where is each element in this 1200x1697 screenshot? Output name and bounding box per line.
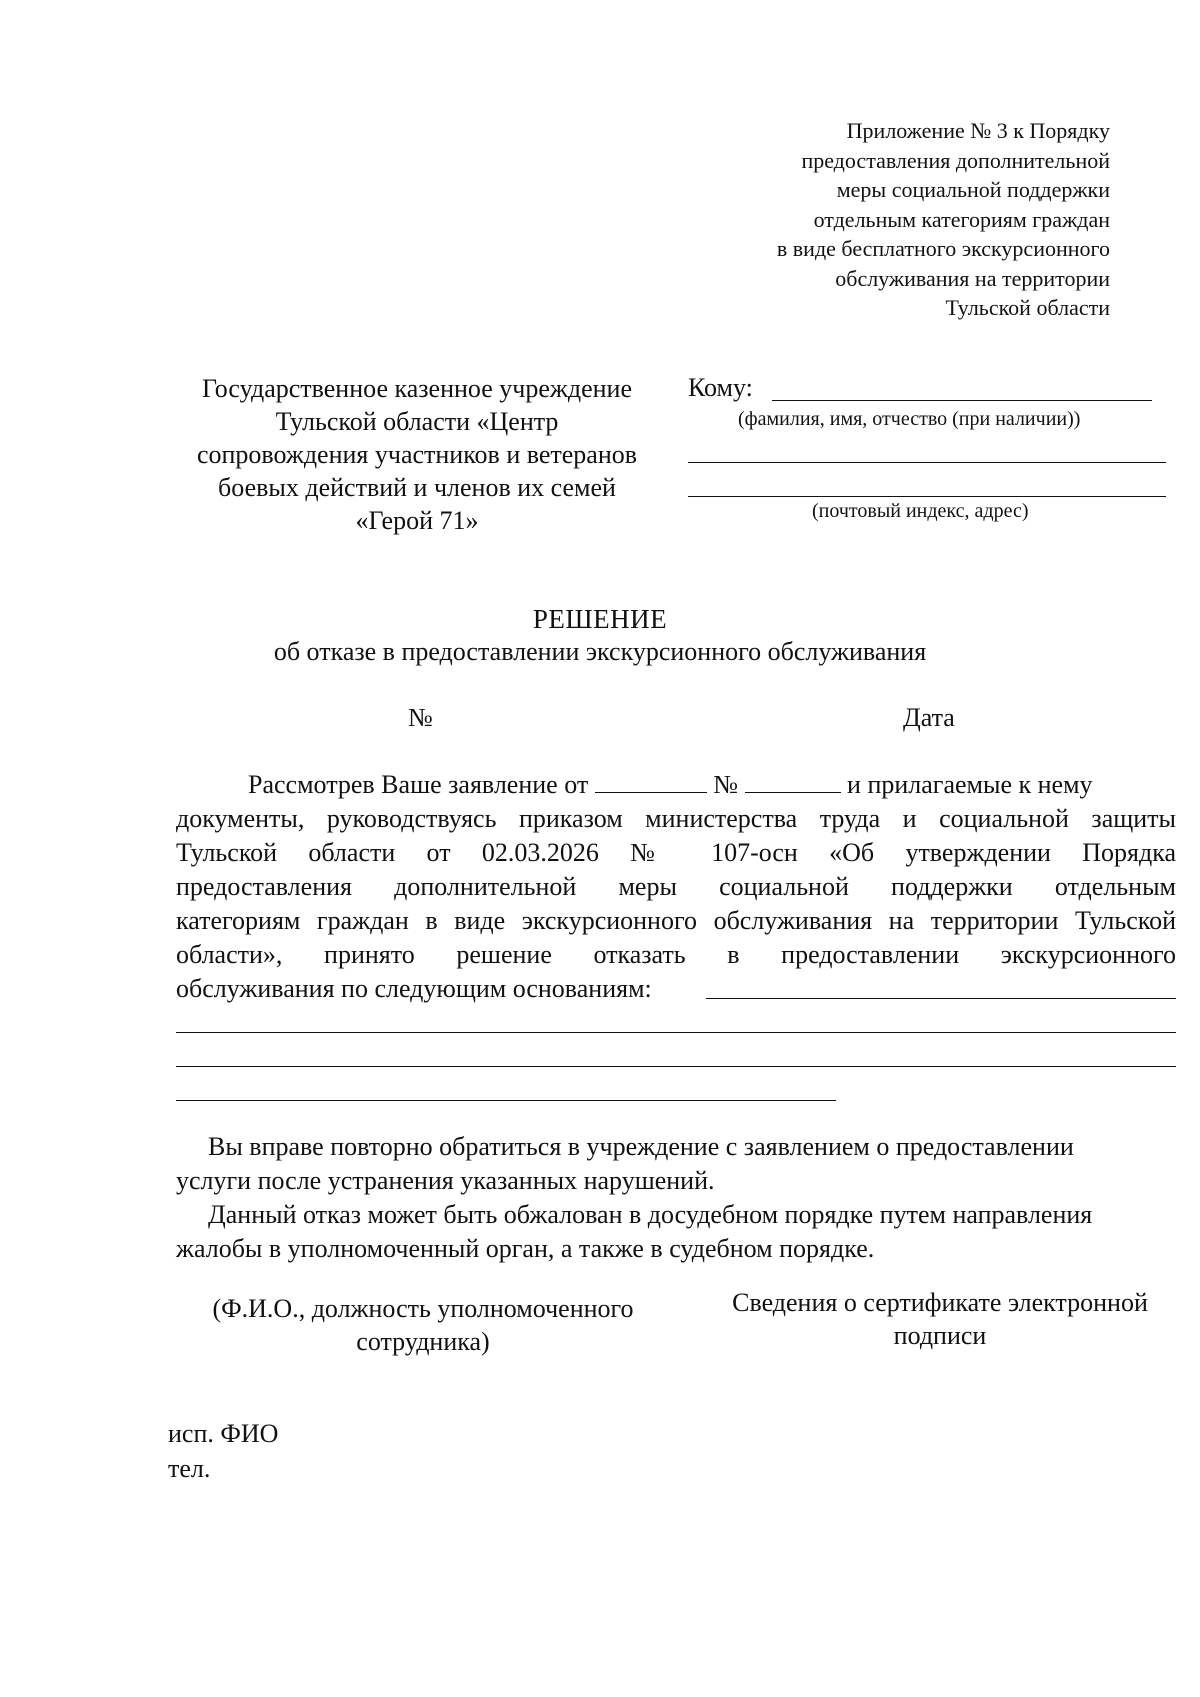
- appendix-line: обслуживания на территории: [835, 265, 1110, 291]
- appendix-line: отдельным категориям граждан: [813, 206, 1110, 232]
- body-text: №: [713, 770, 739, 799]
- application-date-field[interactable]: [595, 770, 707, 793]
- e-signature-line: Сведения о сертификате электронной: [732, 1288, 1148, 1317]
- organization-line: сопровождения участников и ветеранов: [196, 440, 638, 469]
- appendix-line: предоставления дополнительной: [801, 147, 1110, 173]
- appendix-line: в виде бесплатного экскурсионного: [776, 236, 1110, 261]
- notice-block: [176, 1130, 1176, 1266]
- body-line-7: [176, 972, 652, 1006]
- decision-title: РЕШЕНИЕ: [532, 604, 668, 634]
- notice-line: Данный отказ может быть обжалован в досудебном порядке путем направления: [208, 1200, 1093, 1229]
- e-signature-line: подписи: [893, 1321, 987, 1350]
- signatory-line: сотрудника): [356, 1327, 490, 1356]
- organization-block: [168, 372, 666, 537]
- body-text: обслуживания по следующим основаниям:: [176, 974, 652, 1003]
- executor-name: исп. ФИО: [168, 1419, 279, 1448]
- recipient-address-field-1[interactable]: [688, 462, 1166, 463]
- notice-line: жалобы в уполномоченный орган, а также в судебном порядке.: [176, 1234, 875, 1263]
- recipient-name-hint: (фамилия, имя, отчество (при наличии)): [738, 408, 1081, 430]
- organization-line: Государственное казенное учреждение: [202, 374, 632, 403]
- executor-phone: тел.: [168, 1454, 211, 1483]
- body-line-4: предоставления дополнительной меры социальной поддержки отдельным: [176, 872, 1176, 901]
- organization-line: Тульской области «Центр: [275, 407, 559, 436]
- reason-field-3[interactable]: [176, 1066, 1176, 1067]
- body-line-3: Тульской области от 02.03.2026 № 107-осн «Об утверждении Порядка: [176, 838, 1176, 867]
- reason-field-1[interactable]: [706, 998, 1176, 999]
- body-line-5: категориям граждан в виде экскурсионного обслуживания на территории Тульской: [176, 906, 1176, 935]
- executor-block: [168, 1416, 278, 1486]
- reason-field-4[interactable]: [176, 1100, 836, 1101]
- body-line-6: области», принято решение отказать в предоставлении экскурсионного: [176, 940, 1176, 969]
- appendix-line: меры социальной поддержки: [836, 177, 1110, 202]
- recipient-address-hint: (почтовый индекс, адрес): [812, 500, 1029, 522]
- appendix-line: Тульской области: [945, 295, 1110, 320]
- recipient-row: [688, 372, 1158, 406]
- body-text: Рассмотрев Ваше заявление от: [248, 770, 589, 799]
- organization-line: «Герой 71»: [355, 506, 479, 535]
- signatory-line: (Ф.И.О., должность уполномоченного: [212, 1294, 634, 1323]
- body-line-2: документы, руководствуясь приказом министерства труда и социальной защиты: [176, 804, 1176, 833]
- body-text: и прилагаемые к нему: [847, 770, 1093, 799]
- recipient-name-field[interactable]: [772, 400, 1152, 401]
- organization-line: боевых действий и членов их семей: [218, 473, 616, 502]
- signatory-block: [180, 1292, 666, 1358]
- appendix-block: [680, 116, 1110, 323]
- appendix-line: Приложение № 3 к Порядку: [846, 118, 1110, 143]
- decision-number-label: №: [408, 703, 433, 732]
- application-number-field[interactable]: [745, 770, 841, 793]
- recipient-address-field-2[interactable]: [688, 496, 1166, 497]
- notice-line: услуги после устранения указанных нарушений.: [176, 1166, 715, 1195]
- decision-date-label: Дата: [903, 703, 955, 732]
- notice-line: Вы вправе повторно обратиться в учреждение с заявлением о предоставлении: [208, 1132, 1074, 1161]
- e-signature-block: [700, 1286, 1180, 1352]
- decision-subtitle: об отказе в предоставлении экскурсионного обслуживания: [273, 637, 927, 666]
- body-line-1: [248, 768, 1093, 802]
- recipient-to-label: Кому:: [688, 373, 753, 402]
- reason-field-2[interactable]: [176, 1032, 1176, 1033]
